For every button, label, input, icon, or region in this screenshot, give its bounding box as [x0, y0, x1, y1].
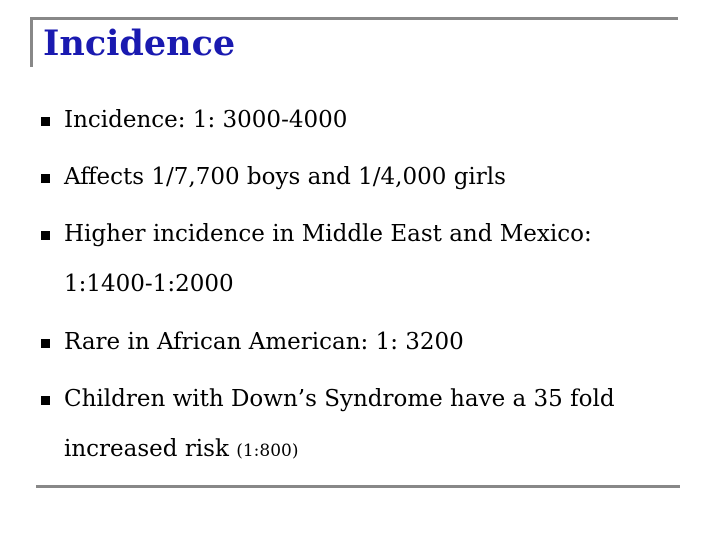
bullet-5-ratio: (1:800): [236, 441, 299, 461]
bullet-square-icon: [41, 396, 50, 405]
slide-title: Incidence: [43, 23, 236, 64]
bullet-3-text: Higher incidence in Middle East and Mexico:: [64, 221, 592, 247]
bullet-4-text: Rare in African American: 1: 3200: [64, 329, 464, 355]
frame-bottom-rule: [36, 485, 680, 488]
frame-top-rule: [30, 17, 678, 20]
bullet-square-icon: [41, 174, 50, 183]
bullet-5-continuation-line: [64, 438, 299, 461]
bullet-square-icon: [41, 231, 50, 240]
bullet-1-text: Incidence: 1: 3000-4000: [64, 107, 348, 133]
bullet-3-continuation: 1:1400-1:2000: [64, 271, 234, 297]
frame-left-rule: [30, 17, 33, 67]
bullet-square-icon: [41, 339, 50, 348]
bullet-square-icon: [41, 117, 50, 126]
bullet-5-text: Children with Down’s Syndrome have a 35 fold: [64, 386, 615, 412]
bullet-5-continuation: increased risk: [64, 436, 229, 462]
bullet-2-text: Affects 1/7,700 boys and 1/4,000 girls: [64, 164, 506, 190]
